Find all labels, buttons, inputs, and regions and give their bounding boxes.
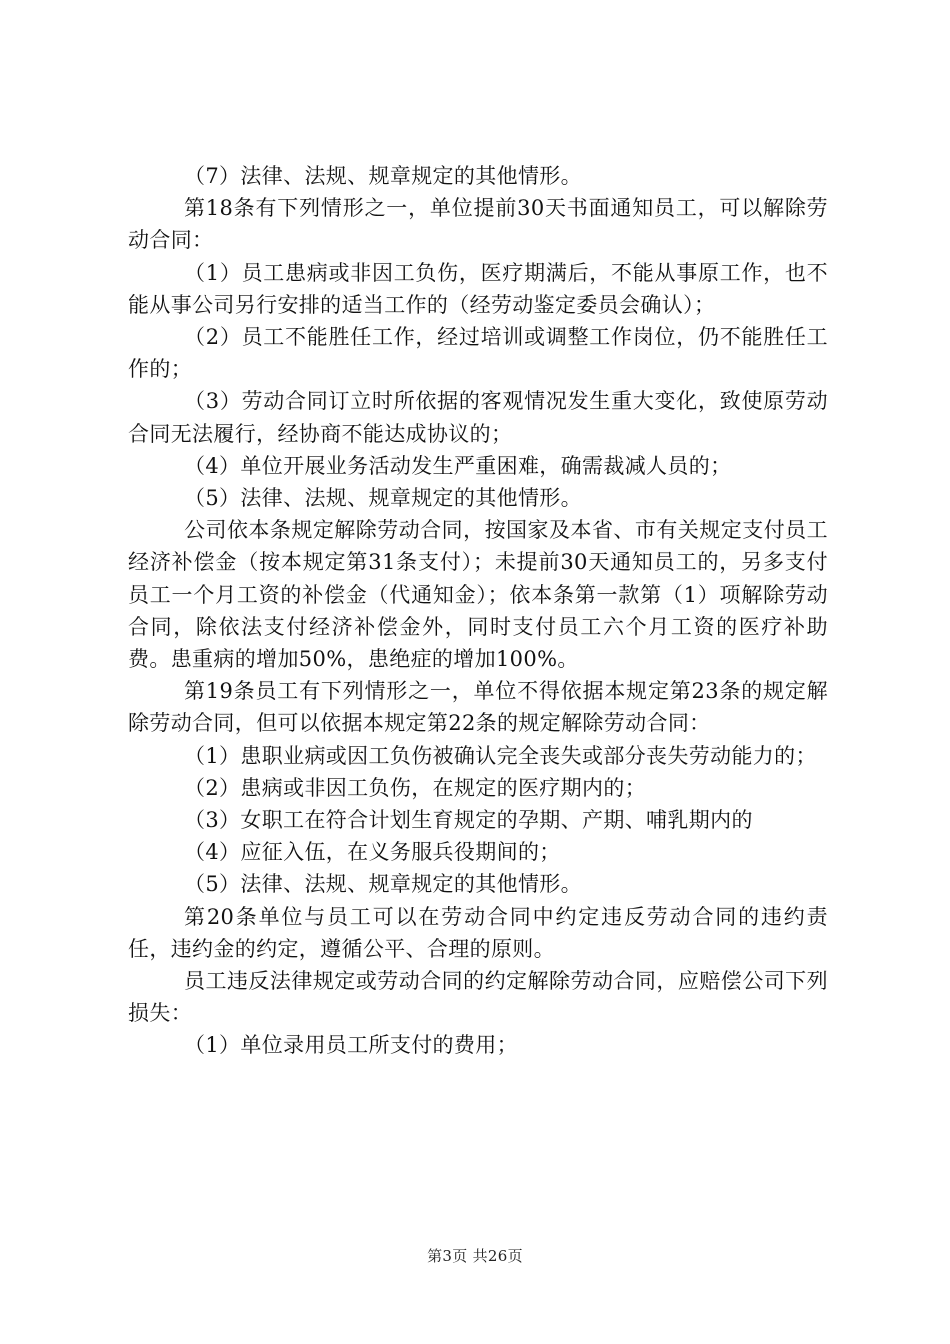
article-18-item-1: （1）员工患病或非因工负伤，医疗期满后，不能从事原工作，也不能从事公司另行安排的适当工作的（经劳动鉴定委员会确认）； xyxy=(128,260,828,317)
article-20-item-1: （1）单位录用员工所支付的费用； xyxy=(184,1033,518,1058)
article-18-heading: 第18条有下列情形之一，单位提前30天书面通知员工，可以解除劳动合同： xyxy=(128,196,828,253)
article-18-item-4: （4）单位开展业务活动发生严重困难，确需裁减人员的； xyxy=(184,453,732,478)
article-19-item-1: （1）患职业病或因工负伤被确认完全丧失或部分丧失劳动能力的； xyxy=(184,743,817,768)
article-19-heading: 第19条员工有下列情形之一，单位不得依据本规定第23条的规定解除劳动合同，但可以依据本规定第22条的规定解除劳动合同： xyxy=(128,679,828,736)
article-18-item-2: （2）员工不能胜任工作，经过培训或调整工作岗位，仍不能胜任工作的； xyxy=(128,325,828,382)
clause-item-7: （7）法律、法规、规章规定的其他情形。 xyxy=(184,164,583,188)
article-20-heading: 第20条单位与员工可以在劳动合同中约定违反劳动合同的违约责任，违约金的约定，遵循公平、合理的原则。 xyxy=(128,904,828,961)
page-footer: 第3页 共26页 xyxy=(427,1247,523,1265)
article-18-compensation: 公司依本条规定解除劳动合同，按国家及本省、市有关规定支付员工经济补偿金（按本规定第31条支付）；未提前30天通知员工的，另多支付员工一个月工资的补偿金（代通知金）；依本条第一款第（1）项解除劳动合同，除依法支付经济补偿金外，同时支付员工六个月工资的医疗补助费。患重病的增加50%，患绝症的增加100%。 xyxy=(128,518,828,672)
article-18-item-3: （3）劳动合同订立时所依据的客观情况发生重大变化，致使原劳动合同无法履行，经协商不能达成协议的； xyxy=(128,389,828,446)
article-19-item-5: （5）法律、法规、规章规定的其他情形。 xyxy=(184,872,583,897)
article-20-damages: 员工违反法律规定或劳动合同的约定解除劳动合同，应赔偿公司下列损失： xyxy=(128,969,828,1026)
article-19-item-3: （3）女职工在符合计划生育规定的孕期、产期、哺乳期内的 xyxy=(184,808,753,833)
article-19-item-2: （2）患病或非因工负伤，在规定的医疗期内的； xyxy=(184,775,647,800)
article-18-item-5: （5）法律、法规、规章规定的其他情形。 xyxy=(184,486,583,511)
article-19-item-4: （4）应征入伍，在义务服兵役期间的； xyxy=(184,840,561,865)
document-body xyxy=(128,160,828,1062)
